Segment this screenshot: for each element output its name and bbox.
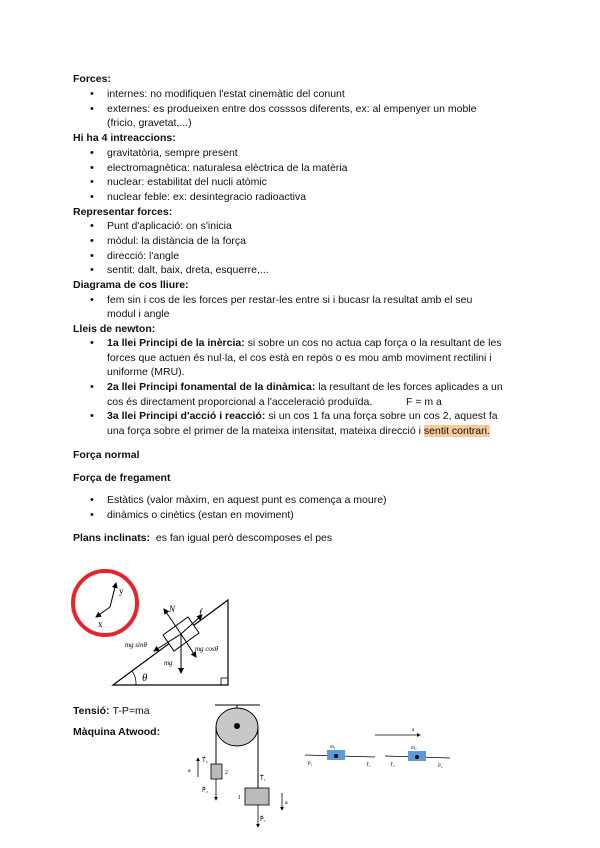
list-item: • internes: no modifiquen l'estat cinemàtic del conunt xyxy=(107,88,345,100)
list-item: • mòdul: la distància de la força xyxy=(107,235,246,247)
t2-h-label: T₂ xyxy=(390,763,395,768)
m2-label: 2 xyxy=(225,770,228,776)
law-3-line2 xyxy=(107,425,490,437)
newton-heading: Lleis de newton: xyxy=(73,323,156,335)
mgcos-label: mg cosθ xyxy=(195,645,219,653)
a-label-left: a xyxy=(188,768,191,774)
p2-h-label: P₂ xyxy=(438,764,443,769)
y-label: y xyxy=(119,586,124,596)
list-item: • fem sin i cos de les forces per restar-les entre si i bucasr la resultat amb el seu xyxy=(107,294,472,306)
t1-h-label: T₁ xyxy=(366,763,371,768)
tension-formula: T-P=ma xyxy=(112,705,150,717)
inclined-heading: Plans inclinats: xyxy=(73,532,151,544)
represent-heading: Representar forces: xyxy=(73,206,173,218)
right-angle-mark xyxy=(221,678,228,685)
block-m1-label: m₁ xyxy=(330,745,336,750)
axes-circle xyxy=(73,571,137,635)
pulley-axle xyxy=(234,723,240,729)
n-label: N xyxy=(169,604,176,614)
list-item: • Estàtics (valor màxim, en aquest punt es comença a moure) xyxy=(107,494,387,506)
normal-heading: Força normal xyxy=(73,449,140,461)
list-item-continuation: modul i angle xyxy=(107,308,170,320)
horizontal-blocks-diagram xyxy=(300,725,460,770)
x-label: x xyxy=(98,619,103,629)
angle-arc xyxy=(132,671,136,685)
law-3-line2-text: una força sobre el primer de la mateixa intensitat, mateixa direcció i xyxy=(107,425,424,437)
p1-h-label: P₁ xyxy=(308,762,313,767)
list-item: • Punt d'aplicació: on s'inicia xyxy=(107,220,232,232)
law-3 xyxy=(107,410,498,422)
atwood-diagram xyxy=(170,700,300,835)
tension-line xyxy=(73,705,150,717)
highlighted-text: sentit contrari. xyxy=(423,425,490,437)
mgsin-label: mg sinθ xyxy=(125,641,147,649)
theta-label: θ xyxy=(142,672,148,684)
law-1-line3: uniforme (MRU). xyxy=(107,366,185,378)
mass-1 xyxy=(245,788,269,805)
block-m2-center xyxy=(415,755,419,759)
law-1-title: 1a llei Principi de la inèrcia: xyxy=(107,337,245,349)
x-axis-arrow xyxy=(96,607,110,617)
inclined-line xyxy=(73,532,332,544)
list-item: • dinàmics o cinètics (estan en moviment) xyxy=(107,509,294,521)
friction-heading: Força de fregament xyxy=(73,472,171,484)
law-2 xyxy=(107,381,503,393)
law-3-title: 3a llei Principi d'acció i reacció: xyxy=(107,410,266,422)
t2-label: T⃗₂ xyxy=(202,758,208,764)
freebody-heading: Diagrama de cos lliure: xyxy=(73,279,189,291)
law-2-formula: F = m a xyxy=(406,396,442,408)
list-item: • gravitatòria, sempre present xyxy=(107,147,238,159)
law-2-line2: cos és directament proporcional a l'acceleració produïda. xyxy=(107,396,373,408)
list-item: • direcció: l'angle xyxy=(107,250,179,262)
list-item: • nuclear feble: ex: desintegracio radioactiva xyxy=(107,191,306,203)
mass-2 xyxy=(211,764,222,779)
a-label-right: a xyxy=(285,800,288,806)
p2-label: P⃗₂ xyxy=(202,788,208,794)
f-label: f xyxy=(199,608,202,619)
law-1-line2: forces que actuen és nul·la, el cos està en repòs o es mou amb moviment rectilini i xyxy=(107,352,492,364)
law-2-text: la resultant de les forces aplicades a un xyxy=(315,381,503,393)
law-2-title: 2a llei Principi fonamental de la dinàmica: xyxy=(107,381,316,393)
block-m2-label: m₂ xyxy=(411,746,417,751)
law-3-text: si un cos 1 fa una força sobre un cos 2, aquest fa xyxy=(265,410,498,422)
list-item: • sentit: dalt, baix, dreta, esquerre,... xyxy=(107,264,269,276)
list-item-continuation: (fricio, gravetat,...) xyxy=(107,117,192,129)
law-1 xyxy=(107,337,502,349)
y-axis-arrow xyxy=(110,583,116,607)
m1-label: 1 xyxy=(238,795,241,801)
block-m1-center xyxy=(334,754,338,758)
mg-label: mg xyxy=(164,659,173,667)
p1-label: P⃗₁ xyxy=(260,817,266,823)
tension-heading: Tensió: xyxy=(73,705,110,717)
t1-label: T⃗₁ xyxy=(260,776,266,782)
atwood-heading: Màquina Atwood: xyxy=(73,726,161,738)
interactions-heading: Hi ha 4 intreaccions: xyxy=(73,132,176,144)
list-item: • nuclear: estabilitat del nucli atòmic xyxy=(107,176,267,188)
list-item: • externes: es produeixen entre dos cosssos diferents, ex: al empenyer un moble xyxy=(107,103,476,115)
inclined-plane-diagram xyxy=(68,565,248,690)
list-item: • electromagnètica: naturalesa elèctrica de la matèria xyxy=(107,162,347,174)
inclined-text: es fan igual però descomposes el pes xyxy=(155,532,333,544)
law-1-text: si sobre un cos no actua cap força o la resultant de les xyxy=(244,337,502,349)
accel-label: a xyxy=(412,728,415,733)
forces-heading: Forces: xyxy=(73,73,111,85)
